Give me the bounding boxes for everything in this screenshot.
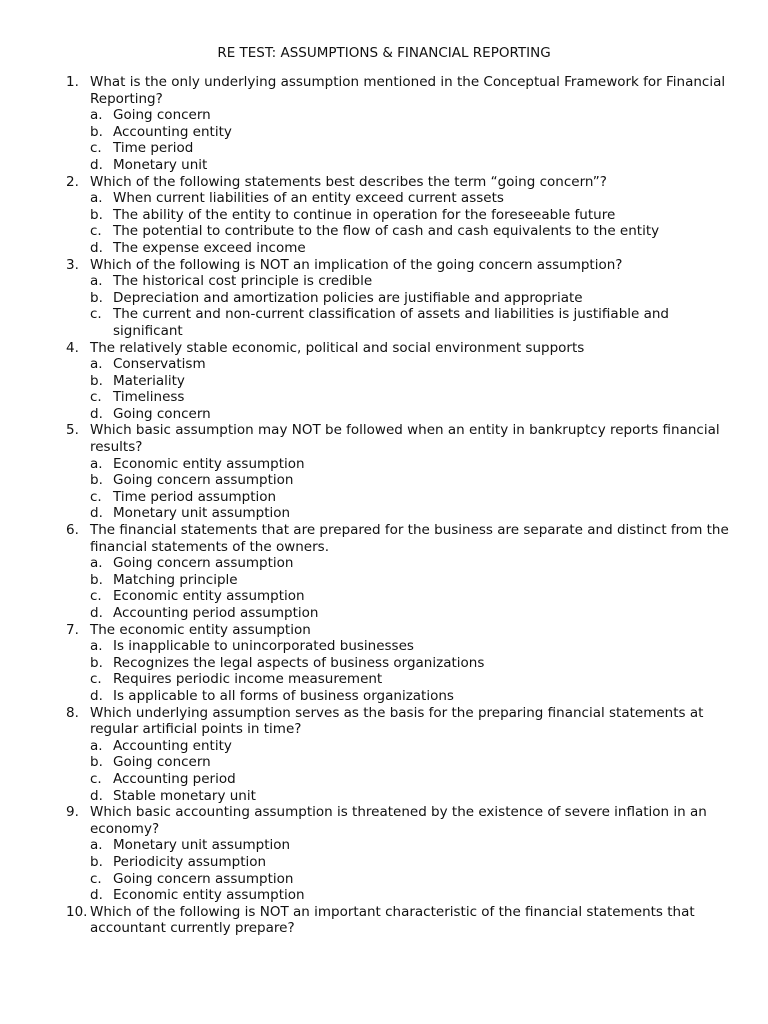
option-text: Accounting entity — [113, 737, 232, 754]
question-number: 3. — [66, 256, 79, 273]
option-letter: a. — [90, 837, 103, 854]
option-text: Monetary unit assumption — [113, 837, 291, 854]
question-number: 10. — [66, 903, 88, 920]
option-letter: a. — [90, 107, 103, 124]
option-letter: b. — [90, 571, 103, 588]
question-number: 8. — [66, 704, 79, 721]
answer-option — [90, 373, 736, 390]
answer-option — [90, 754, 736, 771]
answer-option — [90, 638, 736, 655]
option-text: The current and non-current classification of assets and liabilities is justifiable and significant — [113, 306, 670, 339]
option-text: The historical cost principle is credible — [113, 273, 373, 290]
answer-option — [90, 356, 736, 373]
option-letter: a. — [90, 638, 103, 655]
answer-option — [90, 240, 736, 257]
option-letter: d. — [90, 239, 103, 256]
question-item — [66, 74, 736, 174]
option-letter: a. — [90, 555, 103, 572]
answer-option — [90, 140, 736, 157]
option-text: Time period assumption — [113, 488, 277, 505]
answer-option — [90, 389, 736, 406]
option-letter: b. — [90, 372, 103, 389]
option-text: Going concern assumption — [113, 555, 294, 572]
option-letter: a. — [90, 737, 103, 754]
answer-option — [90, 456, 736, 473]
question-text: Which basic assumption may NOT be followed when an entity in bankruptcy reports financial results? — [90, 422, 720, 456]
question-text: Which underlying assumption serves as the basis for the preparing financial statements at regular artificial points in time? — [90, 704, 704, 738]
answer-option — [90, 788, 736, 805]
answer-option — [90, 223, 736, 240]
answer-options — [90, 738, 736, 804]
option-letter: d. — [90, 605, 103, 621]
option-text: Timeliness — [113, 389, 185, 406]
option-text: Accounting period — [113, 770, 236, 787]
option-text: Going concern assumption — [113, 870, 294, 887]
answer-option — [90, 671, 736, 688]
answer-option — [90, 306, 736, 339]
option-letter: c. — [90, 870, 102, 887]
option-letter: a. — [90, 455, 103, 472]
option-text: Economic entity assumption — [113, 588, 305, 605]
option-letter: d. — [90, 505, 103, 522]
question-number: 6. — [66, 522, 79, 539]
question-number: 9. — [66, 804, 79, 821]
question-item — [66, 705, 736, 805]
option-text: Economic entity assumption — [113, 455, 305, 472]
option-text: Time period — [113, 140, 194, 157]
answer-option — [90, 207, 736, 224]
option-letter: a. — [90, 356, 103, 373]
answer-option — [90, 655, 736, 672]
answer-option — [90, 871, 736, 888]
option-text: Going concern — [113, 754, 211, 771]
question-item — [66, 904, 736, 937]
option-letter: d. — [90, 687, 103, 704]
question-text: Which basic accounting assumption is threatened by the existence of severe inflation in an economy? — [90, 804, 707, 837]
answer-option — [90, 124, 736, 141]
option-letter: b. — [90, 472, 103, 489]
option-letter: c. — [90, 389, 102, 406]
answer-options — [90, 456, 736, 522]
answer-options — [90, 638, 736, 704]
option-letter: d. — [90, 887, 103, 904]
option-text: Is applicable to all forms of business organizations — [113, 687, 454, 704]
question-text: Which of the following is NOT an important characteristic of the financial statements that accountant currently prepare? — [90, 903, 695, 937]
answer-option — [90, 472, 736, 489]
answer-option — [90, 588, 736, 605]
question-text: The economic entity assumption — [90, 621, 311, 638]
answer-options — [90, 107, 736, 173]
option-letter: d. — [90, 405, 103, 422]
option-letter: b. — [90, 853, 103, 870]
answer-option — [90, 190, 736, 207]
question-text: The financial statements that are prepared for the business are separate and distinct from the financial statements of the owners. — [90, 522, 729, 555]
option-text: Accounting period assumption — [113, 605, 319, 621]
question-number: 2. — [66, 173, 79, 190]
question-text: Which of the following statements best describes the term “going concern”? — [90, 173, 607, 190]
question-item — [66, 174, 736, 257]
question-number: 4. — [66, 339, 79, 356]
answer-option — [90, 688, 736, 705]
option-text: Depreciation and amortization policies are justifiable and appropriate — [113, 289, 583, 306]
answer-option — [90, 489, 736, 506]
answer-option — [90, 837, 736, 854]
answer-option — [90, 887, 736, 904]
option-letter: c. — [90, 671, 102, 688]
answer-option — [90, 771, 736, 788]
option-text: Requires periodic income measurement — [113, 671, 383, 688]
answer-option — [90, 157, 736, 174]
question-item — [66, 257, 736, 340]
question-text: The relatively stable economic, political and social environment supports — [90, 339, 585, 356]
answer-option — [90, 290, 736, 307]
option-letter: d. — [90, 156, 103, 173]
option-text: Accounting entity — [113, 123, 232, 140]
question-number: 5. — [66, 422, 79, 439]
question-number: 1. — [66, 74, 79, 90]
answer-option — [90, 738, 736, 755]
answer-options — [90, 837, 736, 903]
option-letter: c. — [90, 770, 102, 787]
option-text: Going concern — [113, 107, 211, 124]
answer-options — [90, 555, 736, 621]
option-letter: c. — [90, 306, 102, 323]
question-number: 7. — [66, 621, 79, 638]
option-letter: b. — [90, 123, 103, 140]
option-letter: d. — [90, 787, 103, 804]
option-letter: c. — [90, 140, 102, 157]
option-text: Going concern assumption — [113, 472, 294, 489]
option-letter: b. — [90, 754, 103, 771]
question-item — [66, 804, 736, 904]
question-text: What is the only underlying assumption mentioned in the Conceptual Framework for Financial Reporting? — [90, 74, 726, 107]
answer-option — [90, 273, 736, 290]
option-letter: a. — [90, 273, 103, 290]
option-text: The potential to contribute to the flow of cash and cash equivalents to the entity — [113, 223, 660, 240]
question-item — [66, 422, 736, 522]
option-letter: c. — [90, 488, 102, 505]
answer-option — [90, 107, 736, 124]
document-title: RE TEST: ASSUMPTIONS & FINANCIAL REPORTING — [217, 45, 551, 61]
option-text: Conservatism — [113, 356, 206, 373]
option-text: Matching principle — [113, 571, 238, 588]
answer-option — [90, 854, 736, 871]
answer-option — [90, 605, 736, 622]
option-text: The ability of the entity to continue in operation for the foreseeable future — [113, 206, 616, 223]
question-list — [66, 74, 736, 937]
option-letter: b. — [90, 206, 103, 223]
answer-options — [90, 273, 736, 339]
option-text: Is inapplicable to unincorporated businesses — [113, 638, 414, 655]
option-text: Periodicity assumption — [113, 853, 267, 870]
option-text: Monetary unit — [113, 156, 208, 173]
option-text: Monetary unit assumption — [113, 505, 291, 522]
option-text: Going concern — [113, 405, 211, 422]
question-item — [66, 340, 736, 423]
option-letter: b. — [90, 654, 103, 671]
option-letter: a. — [90, 190, 103, 207]
answer-options — [90, 190, 736, 256]
question-text: Which of the following is NOT an implication of the going concern assumption? — [90, 256, 623, 273]
answer-option — [90, 406, 736, 423]
option-text: Economic entity assumption — [113, 887, 305, 904]
answer-option — [90, 505, 736, 522]
question-item — [66, 522, 736, 622]
option-text: When current liabilities of an entity exceed current assets — [113, 190, 504, 207]
option-letter: c. — [90, 223, 102, 240]
question-item — [66, 622, 736, 705]
answer-option — [90, 572, 736, 589]
option-text: The expense exceed income — [113, 239, 306, 256]
option-text: Recognizes the legal aspects of business organizations — [113, 654, 485, 671]
option-letter: b. — [90, 289, 103, 306]
option-text: Materiality — [113, 372, 185, 389]
answer-option — [90, 555, 736, 572]
answer-options — [90, 356, 736, 422]
option-letter: c. — [90, 588, 102, 605]
option-text: Stable monetary unit — [113, 787, 256, 804]
